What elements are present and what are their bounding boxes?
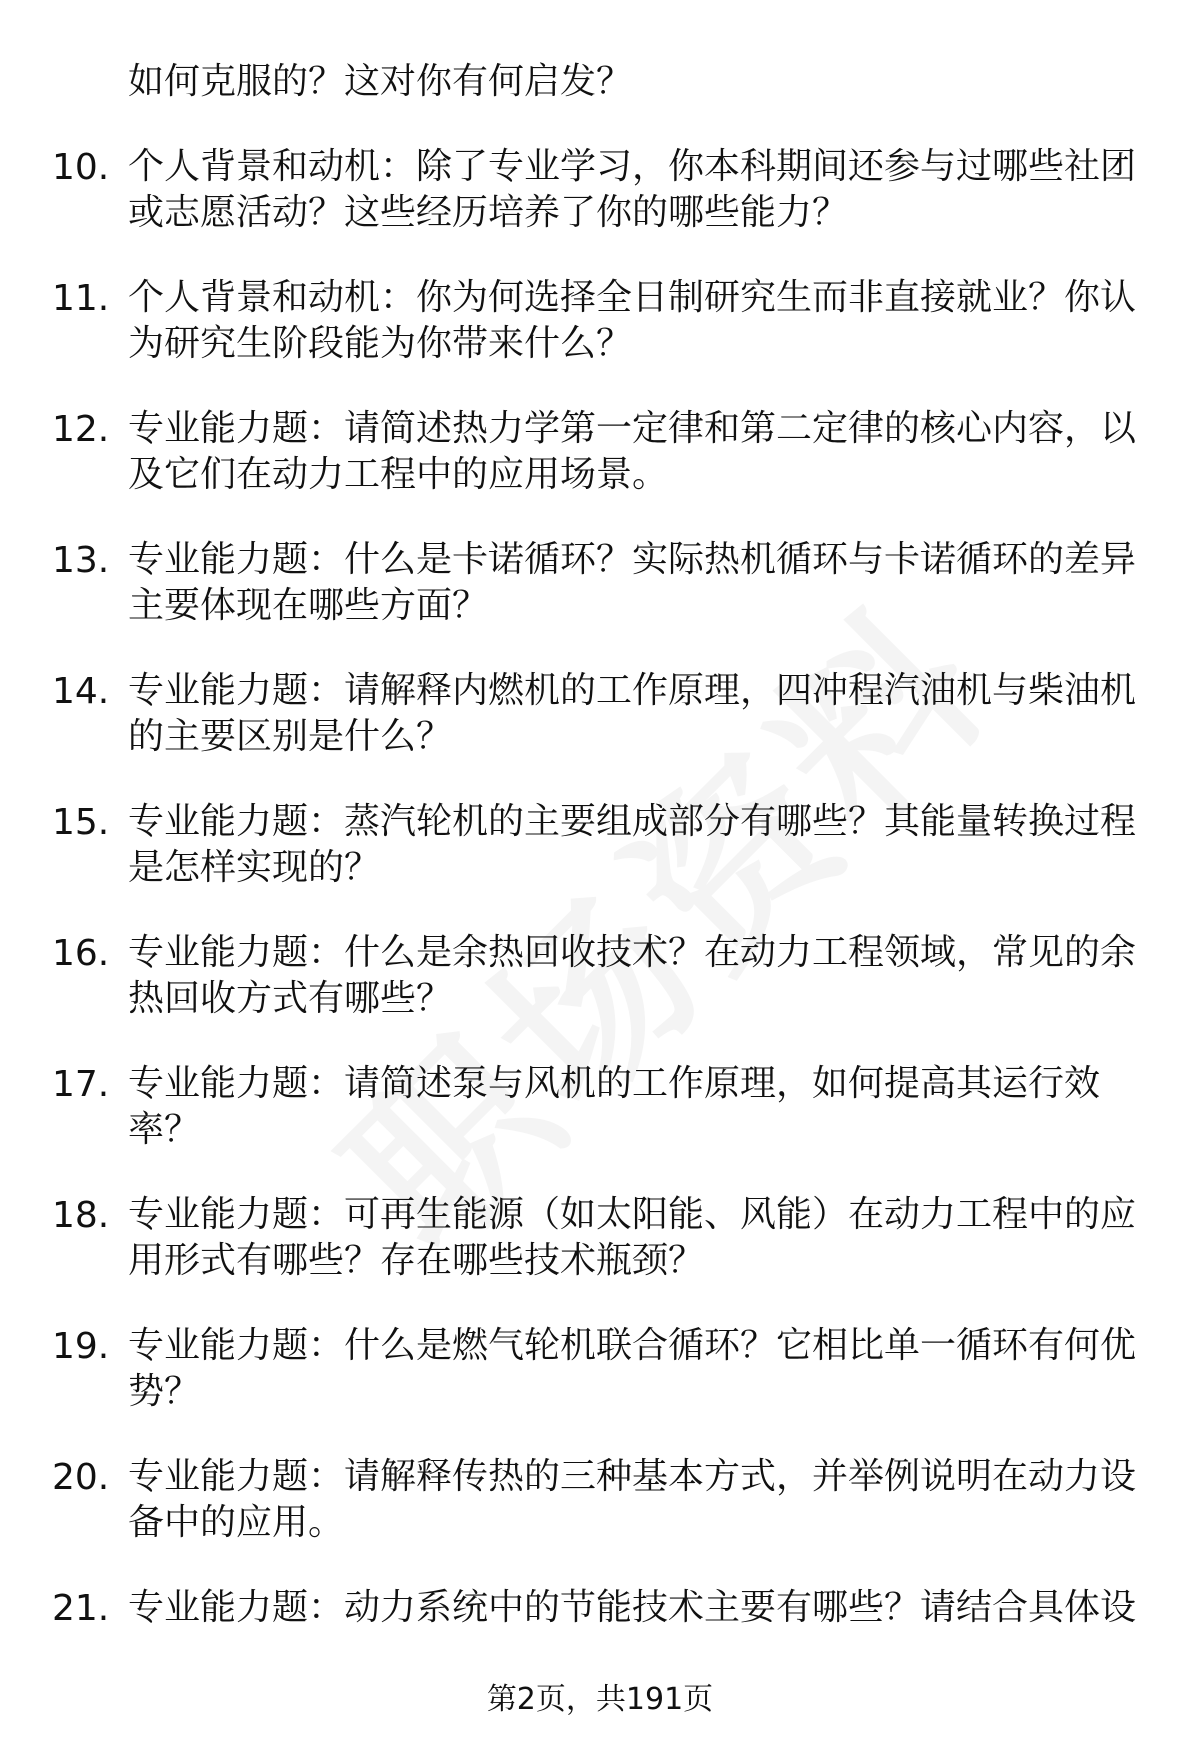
question-item bbox=[0, 537, 1200, 625]
question-number: 17. bbox=[52, 1064, 110, 1105]
question-item bbox=[0, 144, 1200, 232]
question-item bbox=[0, 668, 1200, 756]
question-number: 15. bbox=[52, 802, 110, 843]
question-text: 专业能力题：请解释传热的三种基本方式，并举例说明在动力设备中的应用。 bbox=[128, 1456, 1137, 1543]
question-item bbox=[0, 1192, 1200, 1280]
question-text: 个人背景和动机：你为何选择全日制研究生而非直接就业？你认为研究生阶段能为你带来什么？ bbox=[128, 277, 1137, 364]
question-text: 专业能力题：动力系统中的节能技术主要有哪些？请结合具体设 bbox=[128, 1587, 1137, 1628]
question-list bbox=[0, 144, 1200, 1716]
question-item bbox=[0, 406, 1200, 494]
question-number: 12. bbox=[52, 409, 110, 450]
question-item bbox=[0, 799, 1200, 887]
question-item bbox=[0, 1061, 1200, 1149]
question-item bbox=[0, 1323, 1200, 1411]
question-item bbox=[0, 275, 1200, 363]
question-text: 专业能力题：可再生能源（如太阳能、风能）在动力工程中的应用形式有哪些？存在哪些技术瓶颈？ bbox=[128, 1194, 1137, 1281]
question-number: 19. bbox=[52, 1326, 110, 1367]
question-number: 11. bbox=[52, 278, 110, 319]
question-text: 专业能力题：什么是卡诺循环？实际热机循环与卡诺循环的差异主要体现在哪些方面？ bbox=[128, 539, 1137, 626]
continued-question-text: 如何克服的？这对你有何启发？ bbox=[128, 61, 633, 102]
question-item bbox=[0, 1454, 1200, 1542]
question-text: 个人背景和动机：除了专业学习，你本科期间还参与过哪些社团或志愿活动？这些经历培养了你的哪些能力？ bbox=[128, 146, 1137, 233]
question-number: 21. bbox=[52, 1588, 110, 1629]
question-text: 专业能力题：请简述泵与风机的工作原理，如何提高其运行效率？ bbox=[128, 1063, 1101, 1150]
question-text: 专业能力题：请解释内燃机的工作原理，四冲程汽油机与柴油机的主要区别是什么？ bbox=[128, 670, 1137, 757]
question-text: 专业能力题：请简述热力学第一定律和第二定律的核心内容，以及它们在动力工程中的应用场景。 bbox=[128, 408, 1137, 495]
page-footer: 第2页，共191页 bbox=[486, 1682, 714, 1717]
question-number: 13. bbox=[52, 540, 110, 581]
question-number: 10. bbox=[52, 147, 110, 188]
question-number: 18. bbox=[52, 1195, 110, 1236]
question-text: 专业能力题：什么是余热回收技术？在动力工程领域，常见的余热回收方式有哪些？ bbox=[128, 932, 1137, 1019]
question-number: 14. bbox=[52, 671, 110, 712]
question-item bbox=[0, 930, 1200, 1018]
question-number: 20. bbox=[52, 1457, 110, 1498]
question-item bbox=[0, 1585, 1200, 1673]
question-text: 专业能力题：什么是燃气轮机联合循环？它相比单一循环有何优势？ bbox=[128, 1325, 1137, 1412]
question-text: 专业能力题：蒸汽轮机的主要组成部分有哪些？其能量转换过程是怎样实现的？ bbox=[128, 801, 1137, 888]
question-number: 16. bbox=[52, 933, 110, 974]
